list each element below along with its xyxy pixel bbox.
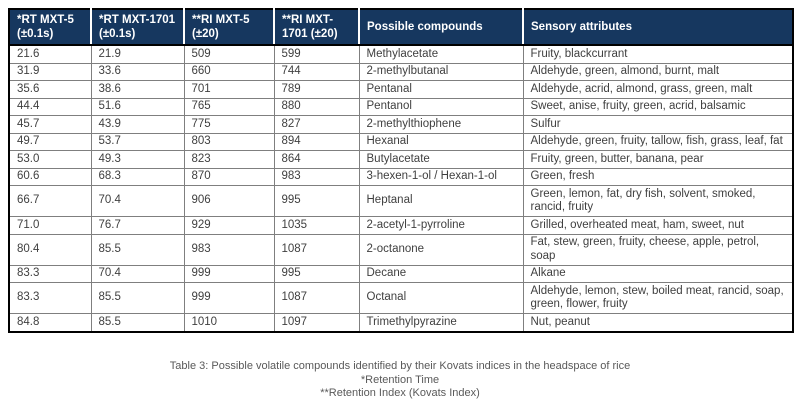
cell-rt-mxt5: 45.7: [9, 116, 91, 134]
cell-rt-mxt5: 80.4: [9, 234, 91, 265]
cell-rt-mxt1701: 38.6: [91, 81, 184, 99]
table-row: [9, 314, 793, 332]
cell-rt-mxt5: 35.6: [9, 81, 91, 99]
cell-ri-mxt1701: 894: [274, 133, 359, 151]
cell-sensory: Green, fresh: [523, 168, 793, 186]
cell-rt-mxt1701: 85.5: [91, 314, 184, 332]
cell-sensory: Green, lemon, fat, dry fish, solvent, smoked, rancid, fruity: [523, 186, 793, 217]
cell-compound: Decane: [359, 265, 523, 283]
cell-ri-mxt5: 823: [184, 151, 274, 169]
cell-sensory: Aldehyde, lemon, stew, boiled meat, rancid, soap, green, flower, fruity: [523, 283, 793, 314]
cell-rt-mxt5: 31.9: [9, 63, 91, 81]
cell-ri-mxt1701: 827: [274, 116, 359, 134]
cell-ri-mxt1701: 789: [274, 81, 359, 99]
cell-ri-mxt5: 509: [184, 45, 274, 63]
cell-compound: Pentanal: [359, 81, 523, 99]
compounds-table: [8, 8, 794, 333]
col-header-rt-mxt5: *RT MXT-5 (±0.1s): [9, 9, 91, 45]
cell-sensory: Nut, peanut: [523, 314, 793, 332]
table-row: [9, 217, 793, 235]
cell-sensory: Fat, stew, green, fruity, cheese, apple, petrol, soap: [523, 234, 793, 265]
table-row: [9, 63, 793, 81]
table-row: [9, 45, 793, 63]
cell-sensory: Aldehyde, acrid, almond, grass, green, malt: [523, 81, 793, 99]
cell-ri-mxt1701: 983: [274, 168, 359, 186]
cell-compound: 2-acetyl-1-pyrroline: [359, 217, 523, 235]
cell-compound: Hexanal: [359, 133, 523, 151]
col-header-ri-mxt1701: **RI MXT-1701 (±20): [274, 9, 359, 45]
cell-ri-mxt5: 803: [184, 133, 274, 151]
cell-ri-mxt5: 999: [184, 283, 274, 314]
cell-ri-mxt5: 660: [184, 63, 274, 81]
cell-rt-mxt1701: 43.9: [91, 116, 184, 134]
table-row: [9, 283, 793, 314]
table-row: [9, 116, 793, 134]
cell-sensory: Aldehyde, green, almond, burnt, malt: [523, 63, 793, 81]
cell-rt-mxt5: 66.7: [9, 186, 91, 217]
table-body: [9, 45, 793, 332]
caption-title: Table 3: Possible volatile compounds identified by their Kovats indices in the headspace of rice: [169, 360, 631, 372]
cell-sensory: Sweet, anise, fruity, green, acrid, balsamic: [523, 98, 793, 116]
cell-ri-mxt1701: 1035: [274, 217, 359, 235]
table-row: [9, 151, 793, 169]
cell-rt-mxt1701: 68.3: [91, 168, 184, 186]
cell-ri-mxt1701: 744: [274, 63, 359, 81]
cell-rt-mxt5: 53.0: [9, 151, 91, 169]
table-row: [9, 265, 793, 283]
cell-rt-mxt1701: 49.3: [91, 151, 184, 169]
cell-compound: 2-octanone: [359, 234, 523, 265]
cell-sensory: Sulfur: [523, 116, 793, 134]
cell-ri-mxt1701: 995: [274, 265, 359, 283]
cell-ri-mxt1701: 1087: [274, 234, 359, 265]
cell-rt-mxt1701: 53.7: [91, 133, 184, 151]
cell-sensory: Aldehyde, green, fruity, tallow, fish, grass, leaf, fat: [523, 133, 793, 151]
table-caption: [0, 360, 800, 401]
cell-compound: Butylacetate: [359, 151, 523, 169]
cell-compound: Pentanol: [359, 98, 523, 116]
cell-rt-mxt1701: 76.7: [91, 217, 184, 235]
cell-compound: Octanal: [359, 283, 523, 314]
cell-ri-mxt5: 870: [184, 168, 274, 186]
cell-sensory: Fruity, green, butter, banana, pear: [523, 151, 793, 169]
cell-rt-mxt1701: 51.6: [91, 98, 184, 116]
caption-footnote-retention-time: *Retention Time: [360, 373, 440, 386]
table-row: [9, 234, 793, 265]
cell-rt-mxt1701: 33.6: [91, 63, 184, 81]
table-row: [9, 186, 793, 217]
col-header-rt-mxt1701: *RT MXT-1701 (±0.1s): [91, 9, 184, 45]
cell-ri-mxt1701: 995: [274, 186, 359, 217]
col-header-sensory-attributes: Sensory attributes: [523, 9, 793, 45]
col-header-possible-compounds: Possible compounds: [359, 9, 523, 45]
cell-ri-mxt1701: 864: [274, 151, 359, 169]
table-header-row: [9, 9, 793, 45]
table-row: [9, 133, 793, 151]
cell-ri-mxt1701: 599: [274, 45, 359, 63]
cell-rt-mxt5: 83.3: [9, 265, 91, 283]
cell-rt-mxt1701: 85.5: [91, 234, 184, 265]
cell-rt-mxt5: 71.0: [9, 217, 91, 235]
cell-ri-mxt5: 906: [184, 186, 274, 217]
cell-compound: 2-methylbutanal: [359, 63, 523, 81]
cell-rt-mxt5: 44.4: [9, 98, 91, 116]
cell-ri-mxt1701: 1087: [274, 283, 359, 314]
cell-compound: 2-methylthiophene: [359, 116, 523, 134]
cell-ri-mxt5: 775: [184, 116, 274, 134]
cell-rt-mxt5: 83.3: [9, 283, 91, 314]
cell-sensory: Grilled, overheated meat, ham, sweet, nut: [523, 217, 793, 235]
cell-ri-mxt5: 983: [184, 234, 274, 265]
cell-sensory: Fruity, blackcurrant: [523, 45, 793, 63]
caption-footnote-retention-index: **Retention Index (Kovats Index): [320, 387, 480, 399]
cell-rt-mxt1701: 21.9: [91, 45, 184, 63]
cell-ri-mxt1701: 880: [274, 98, 359, 116]
cell-rt-mxt1701: 70.4: [91, 265, 184, 283]
cell-ri-mxt5: 1010: [184, 314, 274, 332]
cell-rt-mxt1701: 70.4: [91, 186, 184, 217]
table-row: [9, 168, 793, 186]
cell-ri-mxt1701: 1097: [274, 314, 359, 332]
cell-ri-mxt5: 701: [184, 81, 274, 99]
cell-ri-mxt5: 999: [184, 265, 274, 283]
cell-rt-mxt1701: 85.5: [91, 283, 184, 314]
cell-rt-mxt5: 21.6: [9, 45, 91, 63]
cell-compound: 3-hexen-1-ol / Hexan-1-ol: [359, 168, 523, 186]
col-header-ri-mxt5: **RI MXT-5 (±20): [184, 9, 274, 45]
cell-compound: Heptanal: [359, 186, 523, 217]
cell-compound: Methylacetate: [359, 45, 523, 63]
table-row: [9, 98, 793, 116]
cell-sensory: Alkane: [523, 265, 793, 283]
cell-compound: Trimethylpyrazine: [359, 314, 523, 332]
cell-rt-mxt5: 84.8: [9, 314, 91, 332]
cell-ri-mxt5: 929: [184, 217, 274, 235]
cell-ri-mxt5: 765: [184, 98, 274, 116]
cell-rt-mxt5: 49.7: [9, 133, 91, 151]
table-row: [9, 81, 793, 99]
cell-rt-mxt5: 60.6: [9, 168, 91, 186]
